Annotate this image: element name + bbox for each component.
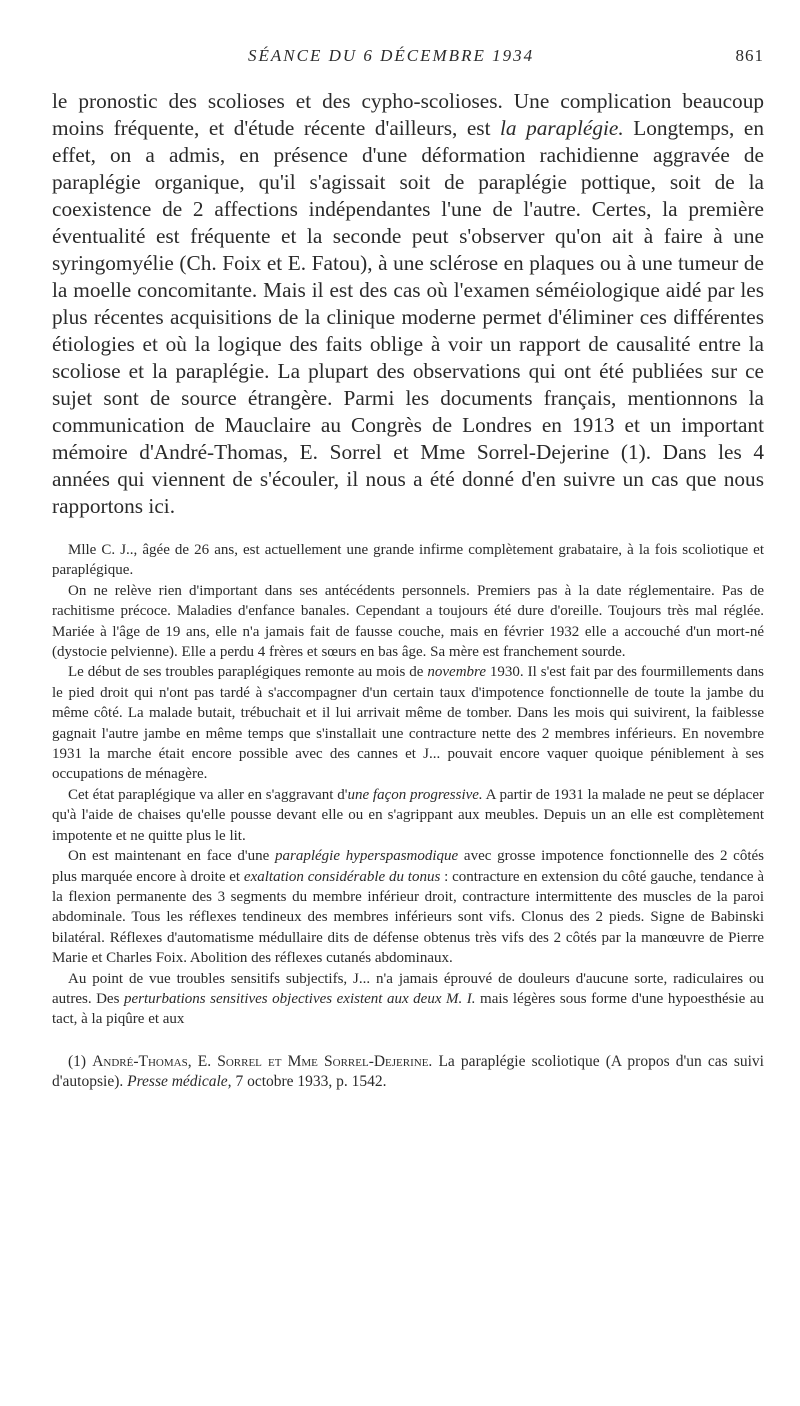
footnote-marker: (1) (68, 1052, 93, 1070)
case-text-part: mais légères sous forme d'une hypoesthésie au tact, à la piqûre et aux (52, 990, 764, 1028)
case-text-part: avec grosse impotence fonctionnelle des 2 côtés plus marquée encore à droite et (52, 848, 764, 885)
main-paragraph (52, 88, 764, 520)
case-paragraph (52, 662, 764, 784)
case-report (52, 540, 764, 1030)
case-paragraph (52, 969, 764, 1030)
case-paragraph (52, 785, 764, 846)
case-text-emphasis: exaltation considérable du tonus (243, 868, 441, 885)
case-text-emphasis: une façon progressive. (347, 786, 483, 803)
case-paragraph (52, 846, 764, 968)
footnote-title: La paraplégie scoliotique (A propos d'un cas suivi d'autopsie). (52, 1052, 764, 1090)
case-text-part: : contracture en extension du côté gauche, tendance à la flexion permanente des 3 segments du membre inférieur droit, contracture intermittente des muscles de la paroi abdominale. Tous les réflexes tendineux des membres inférieurs sont vifs. Clonus des 2 pieds. Signe de Babinski bilatéral. Réflexes d'automatisme médullaire dits de défense obtenus très vifs des 2 côtés par la manœuvre de Pierre Marie et Charles Foix. Abolition des réflexes cutanés abdominaux. (52, 868, 764, 967)
footnote-authors: André-Thomas, E. Sorrel et Mme Sorrel-Dejerine. (92, 1052, 433, 1070)
main-text-part: le pronostic des scolioses et des cypho-scolioses. Une complication beaucoup moins fréquente, et d'étude récente d'ailleurs, est (52, 89, 764, 140)
case-text-emphasis: perturbations sensitives objectives existent aux deux M. I. (123, 990, 476, 1007)
footnote-journal: Presse médicale, (127, 1072, 232, 1090)
case-text-part: A partir de 1931 la malade ne peut se déplacer qu'à l'aide de chaises qu'elle pousse devant elle ou en s'agrippant aux meubles. Depuis un an elle est complètement impotente et ne quitte plus le lit. (52, 786, 764, 844)
running-title: SÉANCE DU 6 DÉCEMBRE 1934 (248, 46, 535, 65)
case-paragraph: Mlle C. J.., âgée de 26 ans, est actuellement une grande infirme complètement grabataire, à la fois scoliotique et paraplégique. (52, 542, 764, 579)
footnote-date: 7 octobre 1933, p. 1542. (231, 1072, 387, 1090)
page-number: 861 (735, 46, 764, 65)
case-text-part: Au point de vue troubles sensitifs subjectifs, J... n'a jamais éprouvé de douleurs d'aucune sorte, radiculaires ou autres. Des (52, 970, 764, 1007)
main-text-emphasis: la paraplégie. (500, 116, 624, 140)
page (52, 46, 764, 1092)
running-header (248, 46, 764, 72)
case-text-part: 1930. Il s'est fait par des fourmillements dans le pied droit qui n'ont pas tardé à s'accompagner d'un certain taux d'impotence fonctionnelle de toute la jambe du même côté. La malade butait, trébuchait et il lui arrivait même de tomber. Dans les mois qui suivirent, la faiblesse gagnait l'autre jambe en même temps que s'installait une contracture nette des 2 membres inférieurs. En novembre 1931 la marche était encore possible avec des cannes et J... pouvait encore vaquer quoique péniblement à ses occupations de ménagère. (52, 664, 764, 783)
case-text-part: On est maintenant en face d'une (68, 848, 275, 865)
case-text-part: Le début de ses troubles paraplégiques remonte au mois de (68, 664, 428, 681)
footnote (52, 1052, 764, 1092)
case-paragraph: On ne relève rien d'important dans ses antécédents personnels. Premiers pas à la date réglementaire. Pas de rachitisme précoce. Maladies d'enfance banales. Cependant a toujours été dure d'oreille. Toujours très mal réglée. Mariée à l'âge de 19 ans, elle n'a jamais fait de fausse couche, mais en février 1932 elle a accouché d'un mort-né (dystocie pelvienne). Elle a perdu 4 frères et sœurs en bas âge. Sa mère est franchement sourde. (52, 582, 764, 661)
case-text-part: Cet état paraplégique va aller en s'aggravant d' (68, 786, 348, 803)
main-text (52, 88, 764, 520)
case-text-emphasis: paraplégie hyperspasmodique (274, 848, 459, 865)
main-text-part: Longtemps, en effet, on a admis, en présence d'une déformation rachidienne aggravée de paraplégie organique, qu'il s'agissait soit de paraplégie pottique, soit de la coexistence de 2 affections indépendantes l'une de l'autre. Certes, la première éventualité est fréquente et la seconde peut s'observer qu'on ait à faire à une syringomyélie (Ch. Foix et E. Fatou), à une sclérose en plaques ou à une tumeur de la moelle concomitante. Mais il est des cas où l'examen séméiologique aidé par les plus récentes acquisitions de la clinique moderne permet d'éliminer ces différentes étiologies et où la logique des faits oblige à voir un rapport de causalité entre la scoliose et la paraplégie. La plupart des observations qui ont été publiées sur ce sujet sont de source étrangère. Parmi les documents français, mentionnons la communication de Mauclaire au Congrès de Londres en 1913 et un important mémoire d'André-Thomas, E. Sorrel et Mme Sorrel-Dejerine (1). Dans les 4 années qui viennent de s'écouler, il nous a été donné d'en suivre un cas que nous rapportons ici. (52, 116, 764, 518)
case-text-emphasis: novembre (427, 664, 486, 681)
